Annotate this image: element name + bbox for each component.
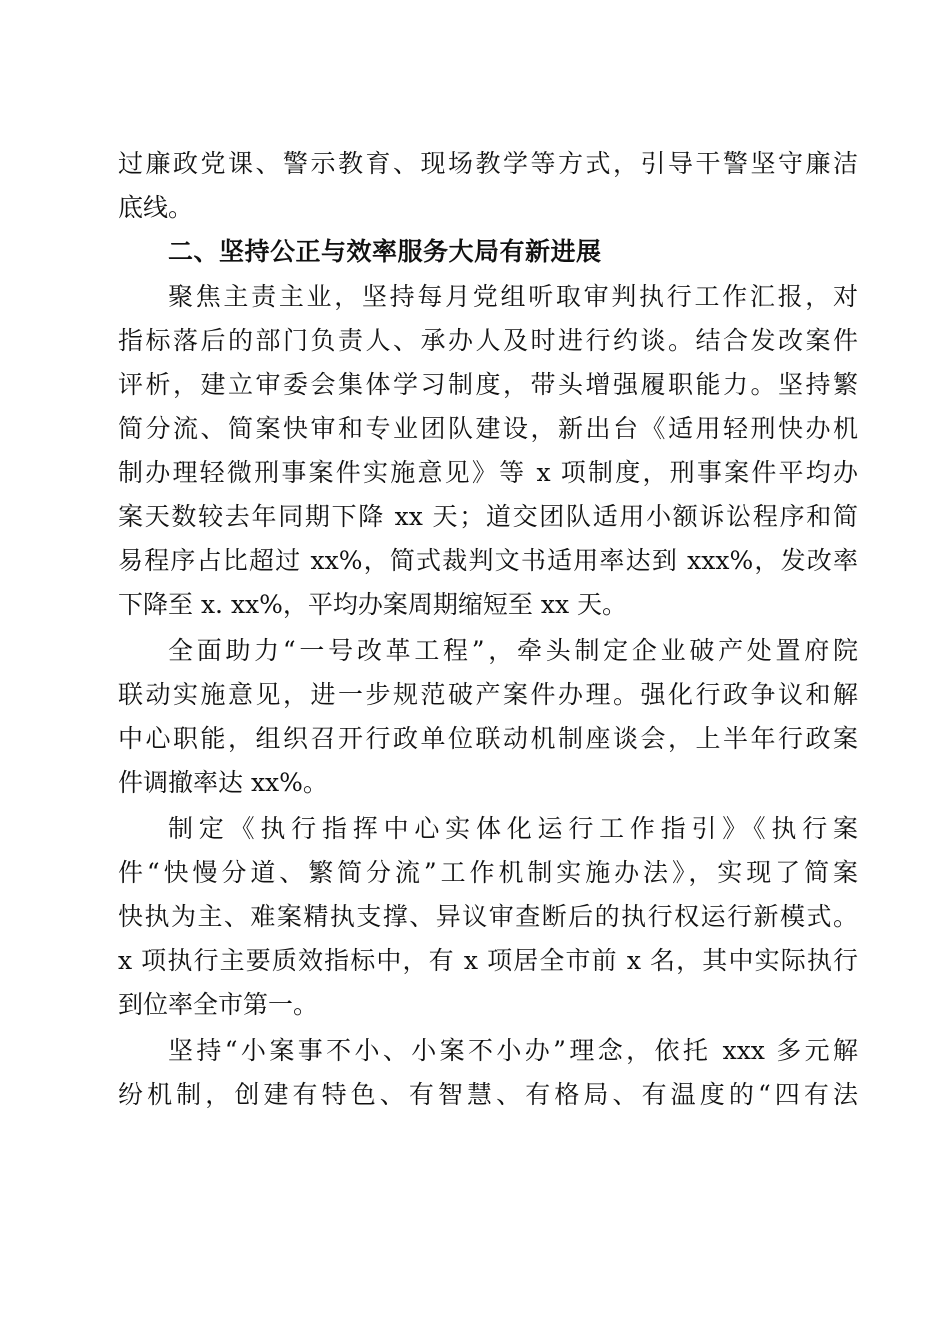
paragraph-line: 到位率全市第一。 <box>118 990 319 1019</box>
paragraph-line: 快执为主、难案精执支撑、异议审查断后的执行权运行新模式。 <box>118 902 858 931</box>
paragraph-line: 案天数较去年同期下降 xx 天；道交团队适用小额诉讼程序和简 <box>118 502 858 531</box>
paragraph-line: 件“快慢分道、繁简分流”工作机制实施办法》，实现了简案 <box>118 858 858 887</box>
section-heading: 二、坚持公正与效率服务大局有新进展 <box>168 237 602 266</box>
paragraph-line: 评析，建立审委会集体学习制度，带头增强履职能力。坚持繁 <box>118 370 858 399</box>
paragraph-line: x 项执行主要质效指标中，有 x 项居全市前 x 名，其中实际执行 <box>118 946 858 975</box>
paragraph-line: 制定《执行指挥中心实体化运行工作指引》《执行案 <box>168 814 858 843</box>
paragraph-line: 底线。 <box>118 193 194 222</box>
paragraph-line: 过廉政党课、警示教育、现场教学等方式，引导干警坚守廉洁 <box>118 149 858 178</box>
paragraph-line: 聚焦主责主业，坚持每月党组听取审判执行工作汇报，对 <box>168 282 858 311</box>
paragraph-line: 指标落后的部门负责人、承办人及时进行约谈。结合发改案件 <box>118 326 858 355</box>
paragraph-line: 联动实施意见，进一步规范破产案件办理。强化行政争议和解 <box>118 680 858 709</box>
paragraph-line: 件调撤率达 xx%。 <box>118 768 328 797</box>
paragraph-line: 简分流、简案快审和专业团队建设，新出台《适用轻刑快办机 <box>118 414 858 443</box>
paragraph-line: 下降至 x. xx%，平均办案周期缩短至 xx 天。 <box>118 590 627 619</box>
paragraph-line: 制办理轻微刑事案件实施意见》等 x 项制度，刑事案件平均办 <box>118 458 858 487</box>
paragraph-line: 纷机制，创建有特色、有智慧、有格局、有温度的“四有法 <box>118 1080 858 1109</box>
paragraph-line: 坚持“小案事不小、小案不小办”理念，依托 xxx 多元解 <box>168 1036 858 1065</box>
paragraph-line: 易程序占比超过 xx%，简式裁判文书适用率达到 xxx%，发改率 <box>118 546 858 575</box>
paragraph-line: 全面助力“一号改革工程”，牵头制定企业破产处置府院 <box>168 636 858 665</box>
paragraph-line: 中心职能，组织召开行政单位联动机制座谈会，上半年行政案 <box>118 724 858 753</box>
